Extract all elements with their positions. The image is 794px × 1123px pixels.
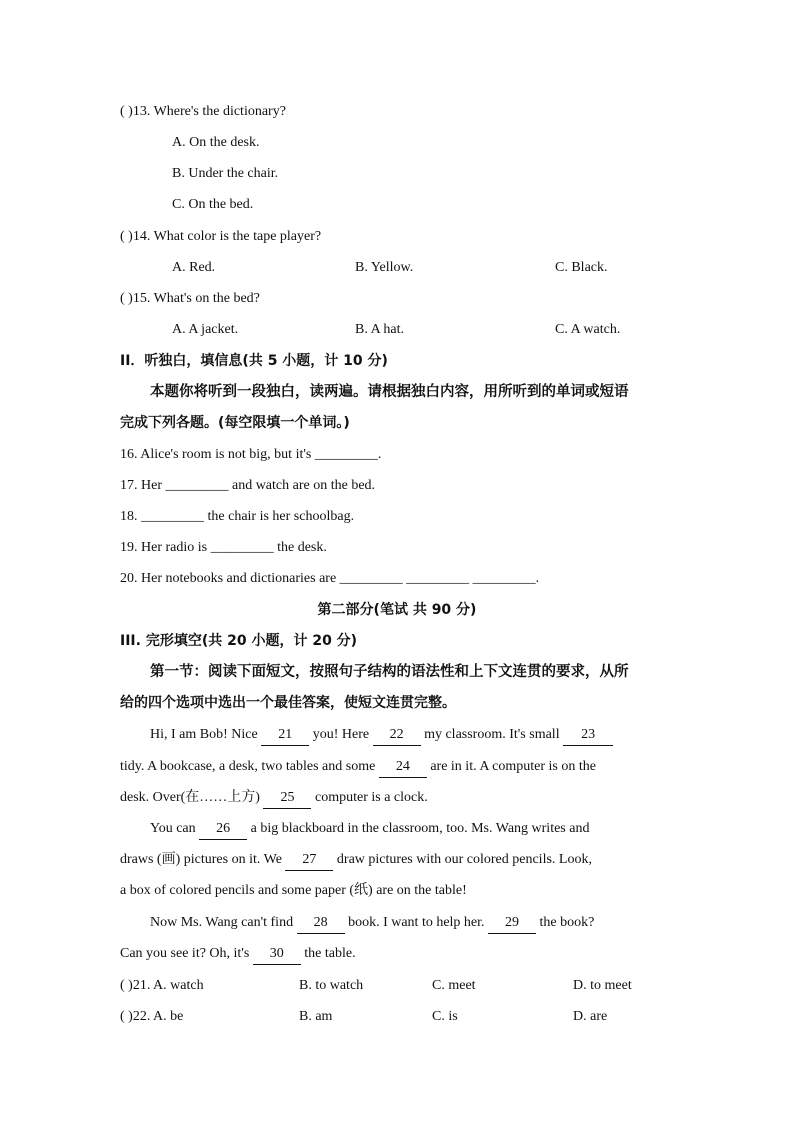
question-22 bbox=[120, 1007, 183, 1027]
passage-line bbox=[150, 913, 594, 934]
passage-line bbox=[150, 725, 613, 746]
option-d: D. are bbox=[573, 1009, 608, 1024]
option-b: B. A hat. bbox=[355, 322, 405, 337]
section-2-heading: II．听独白，填信息(共 5 小题，计 10 分) bbox=[120, 353, 388, 369]
passage-line bbox=[120, 850, 592, 871]
passage-text: draws (画) pictures on it. We bbox=[120, 852, 286, 867]
blank-28: 28 bbox=[297, 913, 345, 934]
question-stem: 15. What's on the bed? bbox=[132, 291, 260, 306]
passage-text: tidy. A bookcase, a desk, two tables and some bbox=[120, 759, 379, 774]
blank-23: 23 bbox=[563, 725, 613, 746]
option-b: B. to watch bbox=[299, 978, 364, 993]
question-15 bbox=[120, 289, 260, 309]
passage-text: my classroom. It's small bbox=[420, 727, 564, 742]
option-d: D. to meet bbox=[573, 978, 632, 993]
answer-bracket: ( ) bbox=[120, 104, 133, 119]
passage-line bbox=[120, 757, 596, 778]
question-21 bbox=[120, 976, 204, 996]
question-stem: 14. What color is the tape player? bbox=[132, 229, 322, 244]
option-c: C. meet bbox=[432, 978, 476, 993]
passage-text: Now Ms. Wang can't find bbox=[150, 915, 297, 930]
fill-item-16: 16. Alice's room is not big, but it's _________. bbox=[120, 447, 382, 462]
fill-item-18: 18. _________ the chair is her schoolbag. bbox=[120, 509, 355, 524]
passage-text: draw pictures with our colored pencils. Look, bbox=[333, 852, 592, 867]
question-13 bbox=[120, 102, 286, 122]
passage-text: Can you see it? Oh, it's bbox=[120, 946, 253, 961]
section-3-instructions-cont: 给的四个选项中选出一个最佳答案，使短文连贯完整。 bbox=[120, 695, 456, 711]
section-3-heading: III. 完形填空(共 20 小题，计 20 分) bbox=[120, 633, 358, 649]
option-a: A. Red. bbox=[172, 260, 216, 275]
blank-27: 27 bbox=[285, 850, 333, 871]
option-a: 22. A. be bbox=[132, 1009, 184, 1024]
answer-bracket: ( ) bbox=[120, 291, 133, 306]
part-2-title: 第二部分(笔试 共 90 分) bbox=[317, 602, 477, 618]
fill-item-17: 17. Her _________ and watch are on the bed. bbox=[120, 478, 376, 493]
passage-text: book. I want to help her. bbox=[344, 915, 489, 930]
blank-25: 25 bbox=[263, 788, 311, 809]
passage-line: a box of colored pencils and some paper (纸) are on the table! bbox=[120, 883, 467, 898]
fill-item-20: 20. Her notebooks and dictionaries are _________ _________ _________. bbox=[120, 571, 540, 586]
blank-24: 24 bbox=[379, 757, 427, 778]
passage-text: are in it. A computer is on the bbox=[426, 759, 596, 774]
option-b: B. Yellow. bbox=[355, 260, 414, 275]
blank-26: 26 bbox=[199, 819, 247, 840]
blank-21: 21 bbox=[261, 725, 309, 746]
option-a: A. A jacket. bbox=[172, 322, 239, 337]
option-b: B. Under the chair. bbox=[172, 166, 279, 181]
section-2-instructions-cont: 完成下列各题。(每空限填一个单词。) bbox=[120, 415, 350, 431]
passage-line bbox=[120, 944, 356, 965]
option-c: C. Black. bbox=[555, 260, 608, 275]
passage-line bbox=[150, 819, 589, 840]
passage-text: the book? bbox=[536, 915, 595, 930]
section-3-instructions: 第一节：阅读下面短文，按照句子结构的语法性和上下文连贯的要求，从所 bbox=[150, 664, 629, 680]
passage-text: computer is a clock. bbox=[311, 790, 428, 805]
answer-bracket: ( ) bbox=[120, 1009, 133, 1024]
blank-30: 30 bbox=[253, 944, 301, 965]
passage-text: Hi, I am Bob! Nice bbox=[150, 727, 262, 742]
passage-text: a big blackboard in the classroom, too. Ms. Wang writes and bbox=[247, 821, 590, 836]
passage-text: desk. Over(在……上方) bbox=[120, 790, 264, 805]
option-b: B. am bbox=[299, 1009, 333, 1024]
option-c: C. A watch. bbox=[555, 322, 621, 337]
blank-22: 22 bbox=[373, 725, 421, 746]
blank-29: 29 bbox=[488, 913, 536, 934]
section-2-instructions: 本题你将听到一段独白，读两遍。请根据独白内容，用所听到的单词或短语 bbox=[150, 384, 629, 400]
passage-text: You can bbox=[150, 821, 200, 836]
fill-item-19: 19. Her radio is _________ the desk. bbox=[120, 540, 327, 555]
passage-text: you! Here bbox=[309, 727, 373, 742]
answer-bracket: ( ) bbox=[120, 978, 133, 993]
passage-line bbox=[120, 788, 428, 809]
question-14 bbox=[120, 227, 321, 247]
option-c: C. is bbox=[432, 1009, 458, 1024]
option-c: C. On the bed. bbox=[172, 197, 254, 212]
option-a: A. On the desk. bbox=[172, 135, 260, 150]
question-stem: 13. Where's the dictionary? bbox=[132, 104, 286, 119]
passage-text: the table. bbox=[300, 946, 356, 961]
answer-bracket: ( ) bbox=[120, 229, 133, 244]
option-a: 21. A. watch bbox=[132, 978, 204, 993]
